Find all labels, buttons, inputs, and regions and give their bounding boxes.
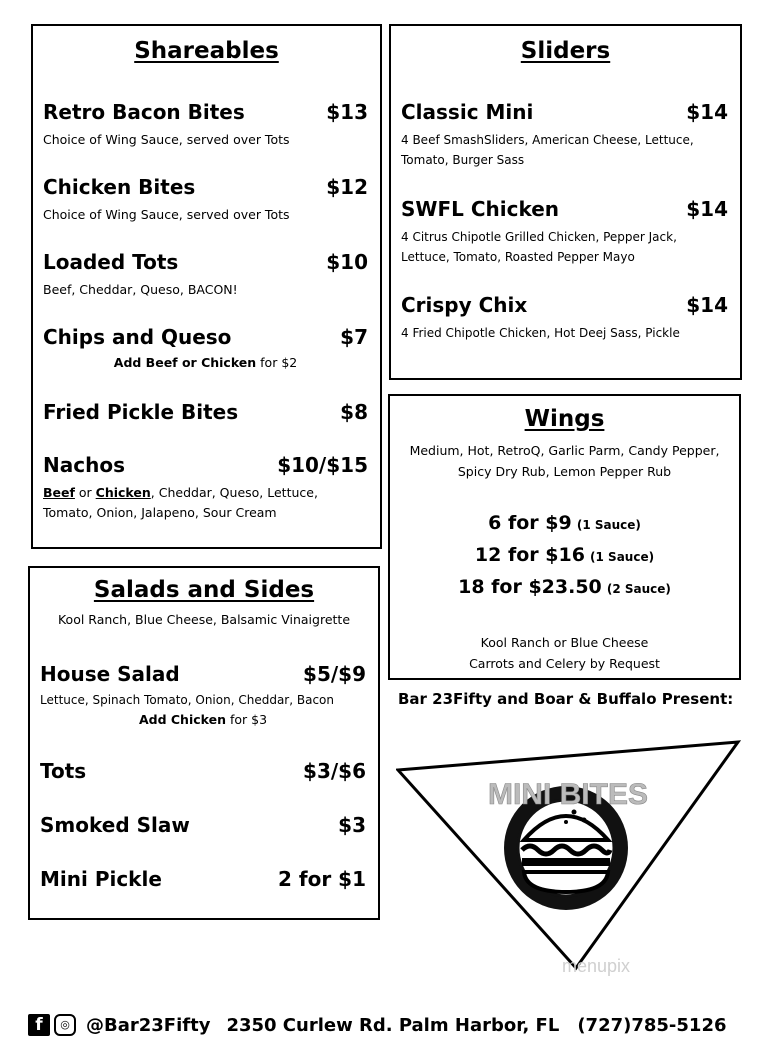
wing-price-row bbox=[390, 512, 739, 534]
add-on-price: for $2 bbox=[256, 355, 298, 370]
item-name: Crispy Chix bbox=[401, 293, 528, 317]
item-price: $8 bbox=[340, 400, 368, 424]
item-price: $13 bbox=[326, 100, 368, 124]
add-on-price: for $3 bbox=[226, 712, 268, 727]
wing-price: 18 for $23.50 bbox=[458, 576, 602, 598]
mini-bites-logo bbox=[396, 740, 742, 976]
desc-line: 4 Citrus Chipotle Grilled Chicken, Pepper Jack, bbox=[401, 230, 677, 244]
item-price: $10/$15 bbox=[277, 453, 368, 477]
flavor-line: Spicy Dry Rub, Lemon Pepper Rub bbox=[457, 464, 672, 479]
wings-title: Wings bbox=[524, 406, 605, 432]
item-name: Mini Pickle bbox=[40, 867, 162, 891]
sauce-note: (2 Sauce) bbox=[606, 582, 671, 596]
side-line: Kool Ranch or Blue Cheese bbox=[480, 635, 649, 650]
item-name: Classic Mini bbox=[401, 100, 534, 124]
logo-text: MINI BITES bbox=[487, 778, 649, 811]
desc-line: Tomato, Burger Sass bbox=[401, 153, 525, 167]
instagram-icon[interactable]: ◎ bbox=[54, 1014, 76, 1036]
wing-price-row bbox=[390, 544, 739, 566]
item-desc: Choice of Wing Sauce, served over Tots bbox=[43, 132, 290, 147]
menu-item bbox=[401, 293, 728, 343]
add-on-note bbox=[40, 710, 366, 730]
item-name: Retro Bacon Bites bbox=[43, 100, 245, 124]
desc-rest: , Cheddar, Queso, Lettuce, bbox=[150, 485, 318, 500]
item-name: Smoked Slaw bbox=[40, 813, 190, 837]
present-heading: Bar 23Fifty and Boar & Buffalo Present: bbox=[398, 690, 734, 708]
social-handle: @Bar23Fifty bbox=[86, 1014, 211, 1036]
beef-option: Beef bbox=[43, 485, 75, 500]
item-desc: 4 Fried Chipotle Chicken, Hot Deej Sass, Pickle bbox=[401, 326, 680, 340]
sauce-note: (1 Sauce) bbox=[576, 518, 641, 532]
dressings-list: Kool Ranch, Blue Cheese, Balsamic Vinaigrette bbox=[57, 612, 351, 627]
item-name: Fried Pickle Bites bbox=[43, 400, 239, 424]
menu-item bbox=[43, 453, 368, 523]
menu-item bbox=[401, 100, 728, 170]
menu-item bbox=[43, 175, 368, 225]
footer bbox=[28, 1014, 727, 1036]
wing-sides bbox=[390, 632, 739, 674]
sliders-box bbox=[389, 24, 742, 380]
desc-line: Lettuce, Tomato, Roasted Pepper Mayo bbox=[401, 250, 635, 264]
shareables-title: Shareables bbox=[134, 38, 279, 64]
item-price: $3 bbox=[338, 813, 366, 837]
item-name: Nachos bbox=[43, 453, 125, 477]
item-name: Tots bbox=[40, 759, 87, 783]
item-name: Loaded Tots bbox=[43, 250, 179, 274]
wing-price: 12 for $16 bbox=[474, 544, 585, 566]
add-on-bold: Add Beef or Chicken bbox=[113, 355, 257, 370]
item-price: 2 for $1 bbox=[278, 867, 366, 891]
menu-item bbox=[40, 867, 366, 891]
item-desc: Lettuce, Spinach Tomato, Onion, Cheddar, Bacon bbox=[40, 693, 334, 707]
menu-item bbox=[43, 100, 368, 150]
item-desc: Beef, Cheddar, Queso, BACON! bbox=[43, 282, 238, 297]
wing-flavors bbox=[390, 440, 739, 482]
menu-item bbox=[40, 759, 366, 783]
item-desc bbox=[43, 483, 368, 523]
flavor-line: Medium, Hot, RetroQ, Garlic Parm, Candy Pepper, bbox=[409, 443, 720, 458]
side-line: Carrots and Celery by Request bbox=[469, 656, 660, 671]
wing-price-row bbox=[390, 576, 739, 598]
shareables-box bbox=[31, 24, 382, 549]
item-desc bbox=[401, 130, 728, 170]
menu-item bbox=[401, 197, 728, 267]
item-price: $10 bbox=[326, 250, 368, 274]
menu-item bbox=[40, 813, 366, 837]
desc-rest: Tomato, Onion, Jalapeno, Sour Cream bbox=[43, 505, 277, 520]
facebook-icon[interactable]: f bbox=[28, 1014, 50, 1036]
desc-or: or bbox=[74, 485, 96, 500]
wings-box bbox=[388, 394, 741, 680]
address: 2350 Curlew Rd. Palm Harbor, FL bbox=[226, 1014, 560, 1036]
item-price: $14 bbox=[686, 293, 728, 317]
item-desc bbox=[401, 227, 728, 267]
item-desc: Choice of Wing Sauce, served over Tots bbox=[43, 207, 290, 222]
watermark: menupix bbox=[561, 956, 631, 976]
chicken-option: Chicken bbox=[95, 485, 151, 500]
item-name: Chips and Queso bbox=[43, 325, 232, 349]
item-name: Chicken Bites bbox=[43, 175, 196, 199]
add-on-bold: Add Chicken bbox=[138, 712, 226, 727]
menu-item bbox=[40, 662, 366, 730]
menu-item bbox=[43, 250, 368, 300]
item-price: $7 bbox=[340, 325, 368, 349]
item-price: $12 bbox=[326, 175, 368, 199]
menu-item bbox=[43, 325, 368, 373]
sliders-title: Sliders bbox=[520, 38, 611, 64]
item-name: House Salad bbox=[40, 662, 180, 686]
item-price: $14 bbox=[686, 197, 728, 221]
salads-box bbox=[28, 566, 380, 920]
item-price: $3/$6 bbox=[303, 759, 366, 783]
menu-item bbox=[43, 400, 368, 424]
add-on-note bbox=[43, 353, 368, 373]
salads-title: Salads and Sides bbox=[93, 577, 315, 603]
item-name: SWFL Chicken bbox=[401, 197, 560, 221]
sauce-note: (1 Sauce) bbox=[590, 550, 655, 564]
phone: (727)785-5126 bbox=[577, 1014, 727, 1036]
desc-line: 4 Beef SmashSliders, American Cheese, Lettuce, bbox=[401, 133, 694, 147]
item-price: $14 bbox=[686, 100, 728, 124]
wing-price: 6 for $9 bbox=[488, 512, 572, 534]
item-price: $5/$9 bbox=[303, 662, 366, 686]
